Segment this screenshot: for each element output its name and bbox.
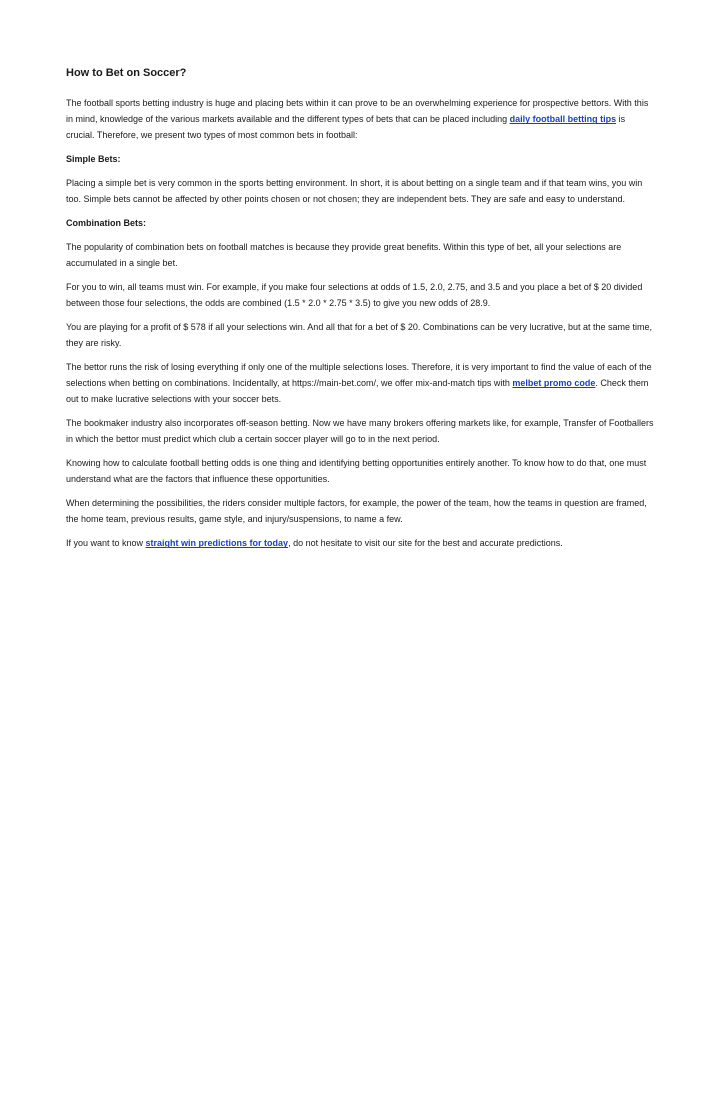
promo-code-link[interactable]: melbet promo code bbox=[512, 378, 596, 389]
factors-paragraph: When determining the possibilities, the riders consider multiple factors, for example, the power of the team, how the teams in question are framed, the home team, previous results, game style, and injury/suspensions, to name a few. bbox=[66, 498, 647, 525]
simple-bets-heading: Simple Bets: bbox=[66, 154, 121, 165]
combination-paragraph-2: For you to win, all teams must win. For example, if you make four selections at odds of 1.5, 2.0, 2.75, and 3.5 and you place a bet of $ 20 divided between those four selections, the odds are combined (1.5 * 2.0 * 2.75 * 3.5) to give you new odds of 28.9. bbox=[66, 282, 643, 309]
final-text-end: , do not hesitate to visit our site for the best and accurate predictions. bbox=[288, 538, 563, 549]
intro-text: The football sports betting industry is huge and placing bets within it can prove to be an overwhelming experience for prospective bettors. With this in mind, knowledge of the various markets available and the different types of bets that can be placed including bbox=[66, 98, 649, 125]
daily-tips-link[interactable]: daily football betting tips bbox=[509, 114, 617, 125]
page-title: How to Bet on Soccer? bbox=[66, 67, 187, 79]
intro-text-end: is crucial. Therefore, we present two types of most common bets in football: bbox=[66, 114, 626, 141]
combination-bets-heading: Combination Bets: bbox=[66, 218, 146, 229]
risk-text-end: . Check them out to make lucrative selections with your soccer bets. bbox=[66, 378, 649, 405]
combination-paragraph-3: You are playing for a profit of $ 578 if all your selections win. And all that for a bet of $ 20. Combinations can be very lucrative, but at the same time, they are risky. bbox=[66, 322, 652, 349]
risk-text: The bettor runs the risk of losing everything if only one of the multiple selections loses. Therefore, it is very important to find the value of each of the selections when betting on combinations. Incidentally, at https://main-bet.com/, we offer mix-and-match tips with bbox=[66, 362, 652, 389]
odds-paragraph: Knowing how to calculate football betting odds is one thing and identifying betting opportunities entirely another. To know how to do that, one must understand what are the factors that influence these opportunities. bbox=[66, 458, 647, 485]
intro-paragraph bbox=[66, 95, 654, 143]
simple-bets-paragraph: Placing a simple bet is very common in the sports betting environment. In short, it is about betting on a single team and if that team wins, you win too. Simple bets cannot be affected by other points chosen or not chosen; they are independent bets. They are safe and easy to understand. bbox=[66, 178, 643, 205]
predictions-link[interactable]: straight win predictions for today bbox=[145, 538, 289, 549]
combination-paragraph-1: The popularity of combination bets on football matches is because they provide great benefits. Within this type of bet, all your selections are accumulated in a single bet. bbox=[66, 242, 622, 269]
final-text: If you want to know bbox=[66, 538, 146, 549]
final-paragraph bbox=[66, 535, 654, 551]
offseason-paragraph: The bookmaker industry also incorporates off-season betting. Now we have many brokers offering markets like, for example, Transfer of Footballers in which the bettor must predict which club a certain soccer player will go to in the next period. bbox=[66, 418, 654, 445]
risk-paragraph bbox=[66, 359, 654, 407]
